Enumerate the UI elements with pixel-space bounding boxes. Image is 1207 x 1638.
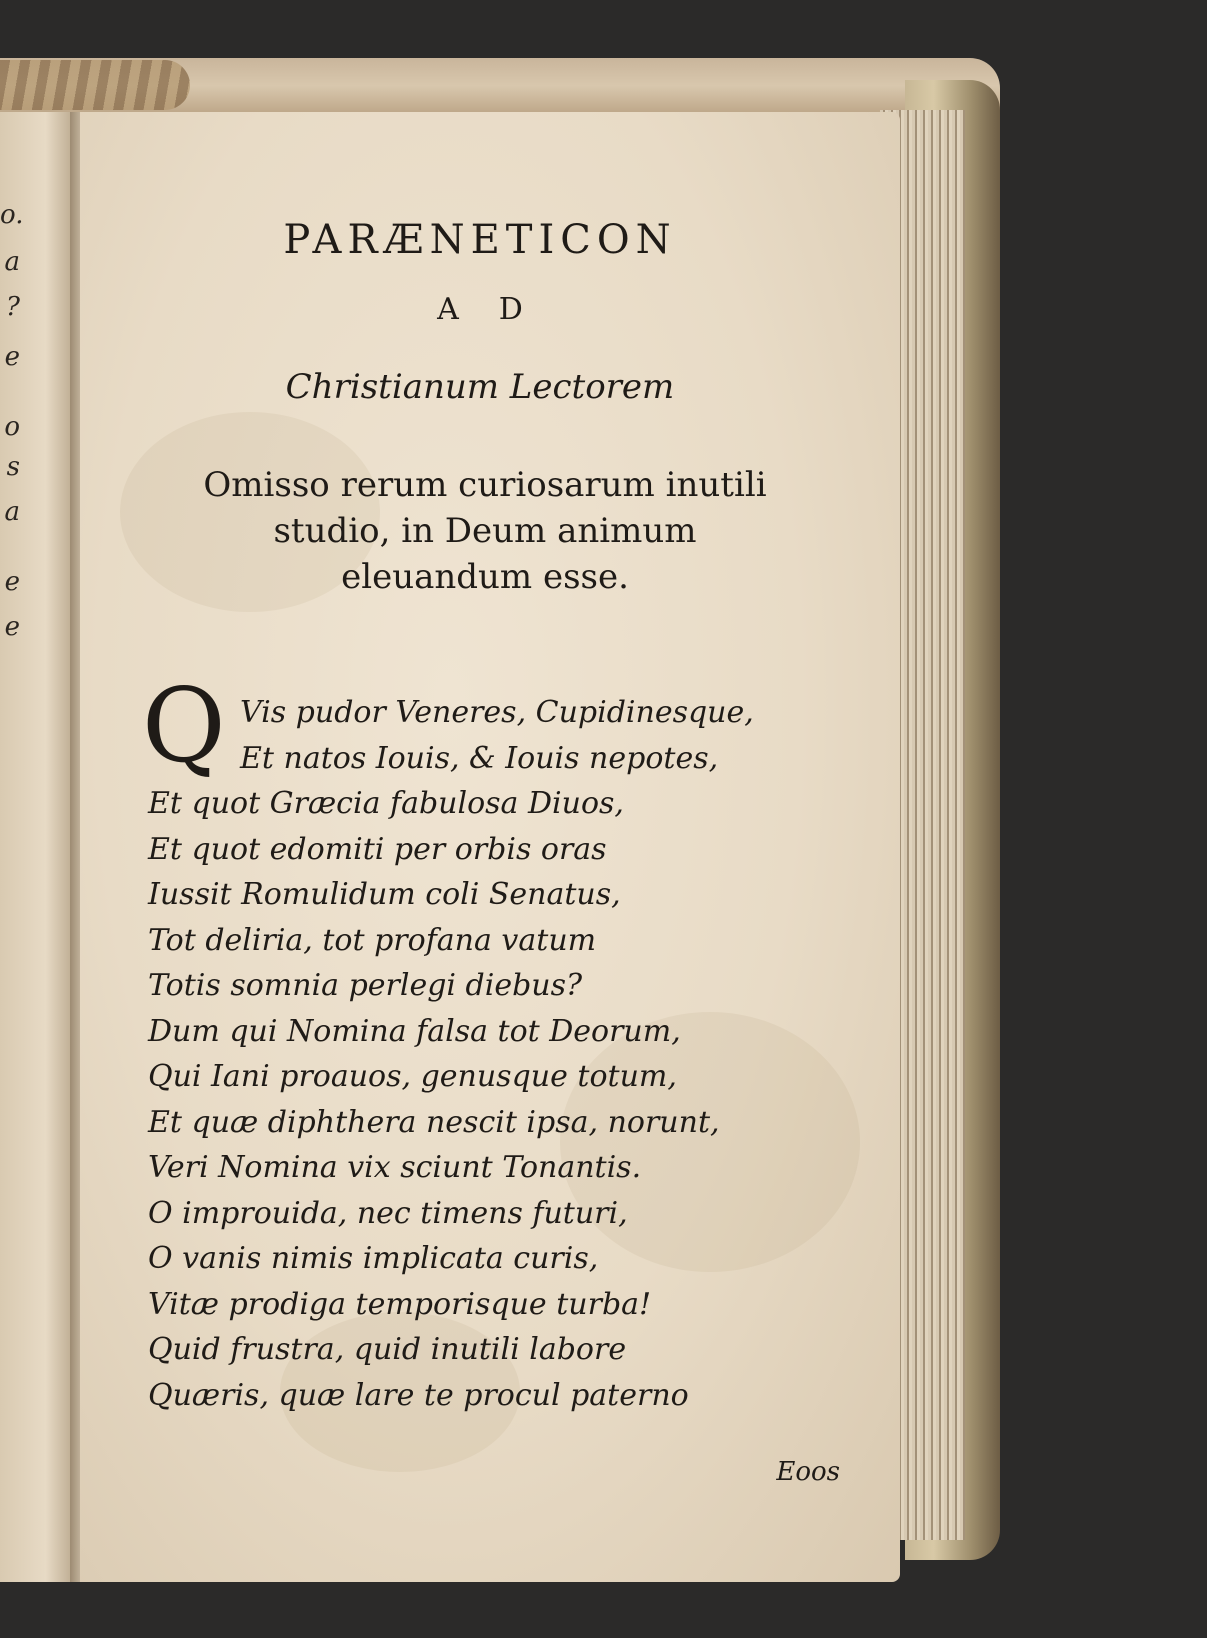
verse-line: Et quot edomiti per orbis oras <box>148 831 607 867</box>
left-page-fragment: e <box>4 342 20 372</box>
addressee-line: Christianum Lectorem <box>285 367 675 407</box>
verse-line: Vis pudor Veneres, Cupidinesque, <box>240 695 754 730</box>
left-page-fragment: ? <box>6 292 20 322</box>
verse-line: Veri Nomina vix sciunt Tonantis. <box>148 1150 642 1185</box>
verse-line: Dum qui Nomina falsa tot Deorum, <box>148 1013 681 1049</box>
left-page-fragment: o <box>4 412 20 442</box>
left-page <box>0 112 76 1582</box>
argument-line: eleuandum esse. <box>341 557 629 597</box>
verse-line: Totis somnia perlegi diebus? <box>148 968 583 1003</box>
verse-line: Et natos Iouis, & Iouis nepotes, <box>240 740 719 776</box>
left-page-fragment: e <box>4 567 20 597</box>
left-page-fragment: o. <box>0 200 24 230</box>
verse-line: O improuida, nec timens futuri, <box>148 1195 628 1231</box>
verse-line: Iussit Romulidum coli Senatus, <box>148 877 621 912</box>
verse-line: Tot deliria, tot profana vatum <box>148 922 597 958</box>
drop-cap: Q <box>142 667 226 786</box>
left-page-fragment: e <box>4 612 20 642</box>
argument-block <box>140 462 830 600</box>
argument-line: Omisso rerum curiosarum inutili <box>203 465 767 505</box>
verse-line: Quid frustra, quid inutili labore <box>148 1332 627 1367</box>
catchword: Eoos <box>776 1457 840 1487</box>
right-page <box>80 112 900 1582</box>
binding-string <box>0 60 190 110</box>
verse-line: Et quæ diphthera nescit ipsa, norunt, <box>148 1104 720 1140</box>
verse-line: Qui Iani proauos, genusque totum, <box>148 1059 677 1094</box>
verse-line: O vanis nimis implicata curis, <box>148 1241 599 1276</box>
verse-line: Vitæ prodiga temporisque turba! <box>148 1286 652 1322</box>
page-title: PARÆNETICON <box>283 217 677 263</box>
verse-line: Et quot Græcia fabulosa Diuos, <box>148 786 624 821</box>
left-page-fragment: a <box>4 497 20 527</box>
poem-body <box>148 690 838 1418</box>
left-page-fragment: a <box>4 247 20 277</box>
argument-line: studio, in Deum animum <box>273 511 697 551</box>
verse-line: Quæris, quæ lare te procul paterno <box>148 1377 689 1413</box>
left-page-fragment: s <box>6 452 20 482</box>
preposition-line: AD <box>437 292 563 327</box>
